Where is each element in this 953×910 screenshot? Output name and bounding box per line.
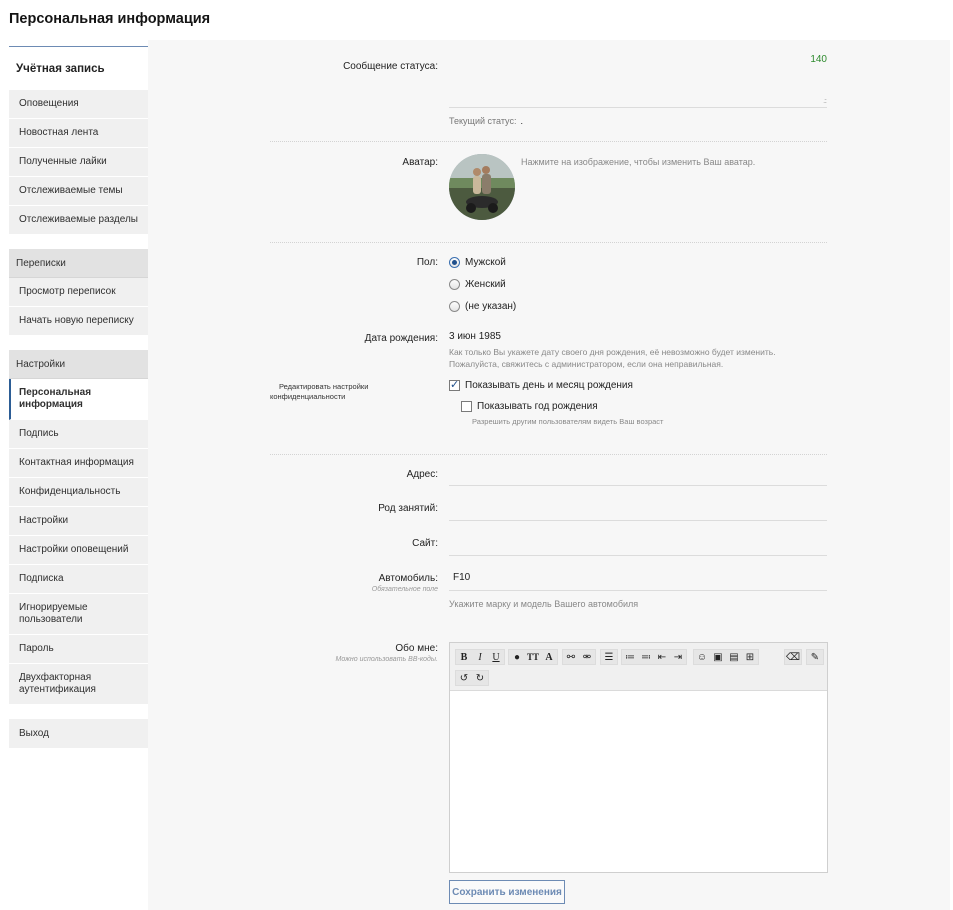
about-label-text: Обо мне: <box>395 643 438 654</box>
show-year-option[interactable] <box>461 401 598 412</box>
sidebar-item-alerts[interactable]: Оповещения <box>9 90 148 119</box>
website-label: Сайт: <box>412 538 438 549</box>
current-status-label: Текущий статус: <box>449 116 517 126</box>
italic-button[interactable]: I <box>478 651 482 663</box>
sidebar-logout-section <box>9 719 148 748</box>
sidebar-item-watched-forums[interactable]: Отслеживаемые разделы <box>9 206 148 235</box>
align-icon[interactable]: ☰ <box>604 651 614 663</box>
gender-radio-group <box>449 251 516 317</box>
toolbar-font-group <box>508 649 558 665</box>
sidebar-item-privacy[interactable]: Конфиденциальность <box>9 478 148 507</box>
unlink-icon[interactable]: ⚮ <box>582 651 592 663</box>
font-family-button[interactable]: A <box>545 651 553 663</box>
toolbar-settings-group <box>806 649 824 665</box>
bold-button[interactable]: B <box>460 651 468 663</box>
redo-icon[interactable]: ↻ <box>475 672 485 684</box>
eraser-icon[interactable]: ⌫ <box>785 651 801 663</box>
show-day-month-label: Показывать день и месяц рождения <box>465 380 633 391</box>
car-hint: Укажите марку и модель Вашего автомобиля <box>449 599 639 609</box>
sidebar-item-likes[interactable]: Полученные лайки <box>9 148 148 177</box>
birthday-hint-line2: Пожалуйста, свяжитесь с администратором, если она неправильная. <box>449 359 724 369</box>
wrench-icon[interactable]: ✎ <box>810 651 820 663</box>
birthday-value: 3 июн 1985 <box>449 331 501 342</box>
status-label: Сообщение статуса: <box>343 61 438 72</box>
occupation-label: Род занятий: <box>378 503 438 514</box>
editor-toolbar <box>450 643 827 691</box>
privacy-label <box>270 382 368 402</box>
smiley-icon[interactable]: ☺ <box>696 651 708 663</box>
sidebar-item-alert-preferences[interactable]: Настройки оповещений <box>9 536 148 565</box>
radio-female[interactable] <box>449 279 460 290</box>
sidebar-heading-conversations[interactable]: Переписки <box>9 249 148 278</box>
number-list-icon[interactable]: ≕ <box>641 651 651 663</box>
page-title: Персональная информация <box>9 11 211 27</box>
gender-option-unspecified[interactable] <box>449 295 516 317</box>
sidebar-item-preferences[interactable]: Настройки <box>9 507 148 536</box>
birthday-hint <box>449 346 776 370</box>
avatar-hint: Нажмите на изображение, чтобы изменить Ваш аватар. <box>521 157 756 167</box>
about-bbcode-note: Можно использовать BB-коды. <box>335 656 438 663</box>
status-char-counter: 140 <box>810 54 827 65</box>
sidebar-item-ignored-users[interactable]: Игнорируемые пользователи <box>9 594 148 635</box>
sidebar-item-logout[interactable]: Выход <box>19 727 49 739</box>
gender-label: Пол: <box>416 257 438 268</box>
occupation-input[interactable] <box>449 520 827 521</box>
divider <box>270 454 827 455</box>
toolbar-insert-group <box>693 649 759 665</box>
sidebar-item-signature[interactable]: Подпись <box>9 420 148 449</box>
divider <box>270 141 827 142</box>
font-size-button[interactable]: TT <box>526 652 539 662</box>
toolbar-tools-group <box>784 649 802 665</box>
sidebar-item-news-feed[interactable]: Новостная лента <box>9 119 148 148</box>
gender-option-female[interactable] <box>449 273 516 295</box>
sidebar <box>9 46 148 762</box>
about-label <box>336 643 438 663</box>
avatar-image[interactable] <box>449 154 515 220</box>
birthday-hint-line1: Как только Вы укажете дату своего дня рождения, её невозможно будет изменить. <box>449 347 776 357</box>
current-status-value: . <box>520 116 523 126</box>
radio-unspecified[interactable] <box>449 301 460 312</box>
undo-icon[interactable]: ↺ <box>459 672 469 684</box>
link-icon[interactable]: ⚯ <box>566 651 576 663</box>
sidebar-item-new-conversation[interactable]: Начать новую переписку <box>9 307 148 336</box>
sidebar-item-personal-info[interactable]: Персональная информация <box>9 379 148 420</box>
current-status <box>449 116 523 126</box>
color-drop-icon[interactable]: ● <box>513 651 521 663</box>
bullet-list-icon[interactable]: ≔ <box>625 651 635 663</box>
sidebar-settings-section <box>9 350 148 705</box>
address-input[interactable] <box>449 485 827 486</box>
toolbar-align-group <box>600 649 618 665</box>
media-icon[interactable]: ▤ <box>729 651 739 663</box>
car-required-note: Обязательное поле <box>371 586 438 593</box>
about-editor[interactable] <box>449 642 828 873</box>
website-input[interactable] <box>449 555 827 556</box>
avatar-label: Аватар: <box>402 157 438 168</box>
show-year-checkbox[interactable] <box>461 401 472 412</box>
sidebar-item-subscription[interactable]: Подписка <box>9 565 148 594</box>
privacy-label-line2: конфиденциальности <box>270 392 346 401</box>
underline-button[interactable]: U <box>492 651 500 663</box>
car-label <box>372 573 438 593</box>
birthday-label: Дата рождения: <box>364 333 438 344</box>
toolbar-link-group <box>562 649 596 665</box>
main-form <box>148 40 950 910</box>
sidebar-account-section <box>9 46 148 235</box>
show-day-month-option[interactable] <box>449 380 633 391</box>
save-changes-button[interactable]: Сохранить изменения <box>449 880 565 904</box>
sidebar-item-watched-threads[interactable]: Отслеживаемые темы <box>9 177 148 206</box>
sidebar-heading-account[interactable]: Учётная запись <box>9 46 148 90</box>
show-day-month-checkbox[interactable] <box>449 380 460 391</box>
table-icon[interactable]: ⊞ <box>745 651 755 663</box>
toolbar-history-group <box>455 670 489 686</box>
gender-option-male[interactable] <box>449 251 516 273</box>
radio-male-label: Мужской <box>465 256 506 268</box>
toolbar-list-group <box>621 649 687 665</box>
show-year-hint: Разрешить другим пользователям видеть Ваш возраст <box>472 417 664 426</box>
avatar-photo-icon <box>449 154 515 220</box>
show-year-label: Показывать год рождения <box>477 401 598 412</box>
privacy-label-line1: Редактировать настройки <box>279 382 369 391</box>
sidebar-item-two-step[interactable]: Двухфакторная аутентификация <box>9 664 148 705</box>
outdent-icon[interactable]: ⇤ <box>657 651 667 663</box>
sidebar-item-view-conversations[interactable]: Просмотр переписок <box>9 278 148 307</box>
radio-female-label: Женский <box>465 278 506 290</box>
radio-male[interactable] <box>449 257 460 268</box>
sidebar-conversations-section <box>9 249 148 336</box>
car-label-text: Автомобиль: <box>378 573 438 584</box>
car-input-value[interactable]: F10 <box>453 572 471 583</box>
sidebar-heading-settings[interactable]: Настройки <box>9 350 148 379</box>
indent-icon[interactable]: ⇥ <box>673 651 683 663</box>
image-icon[interactable]: ▣ <box>713 651 723 663</box>
car-input[interactable] <box>449 590 827 591</box>
toolbar-format-group <box>455 649 505 665</box>
status-textarea[interactable] <box>449 50 827 108</box>
address-label: Адрес: <box>406 469 438 480</box>
resize-handle-icon[interactable]: .:: <box>823 98 826 105</box>
sidebar-item-contact-info[interactable]: Контактная информация <box>9 449 148 478</box>
radio-unspecified-label: (не указан) <box>465 300 517 312</box>
divider <box>270 242 827 243</box>
sidebar-item-password[interactable]: Пароль <box>9 635 148 664</box>
